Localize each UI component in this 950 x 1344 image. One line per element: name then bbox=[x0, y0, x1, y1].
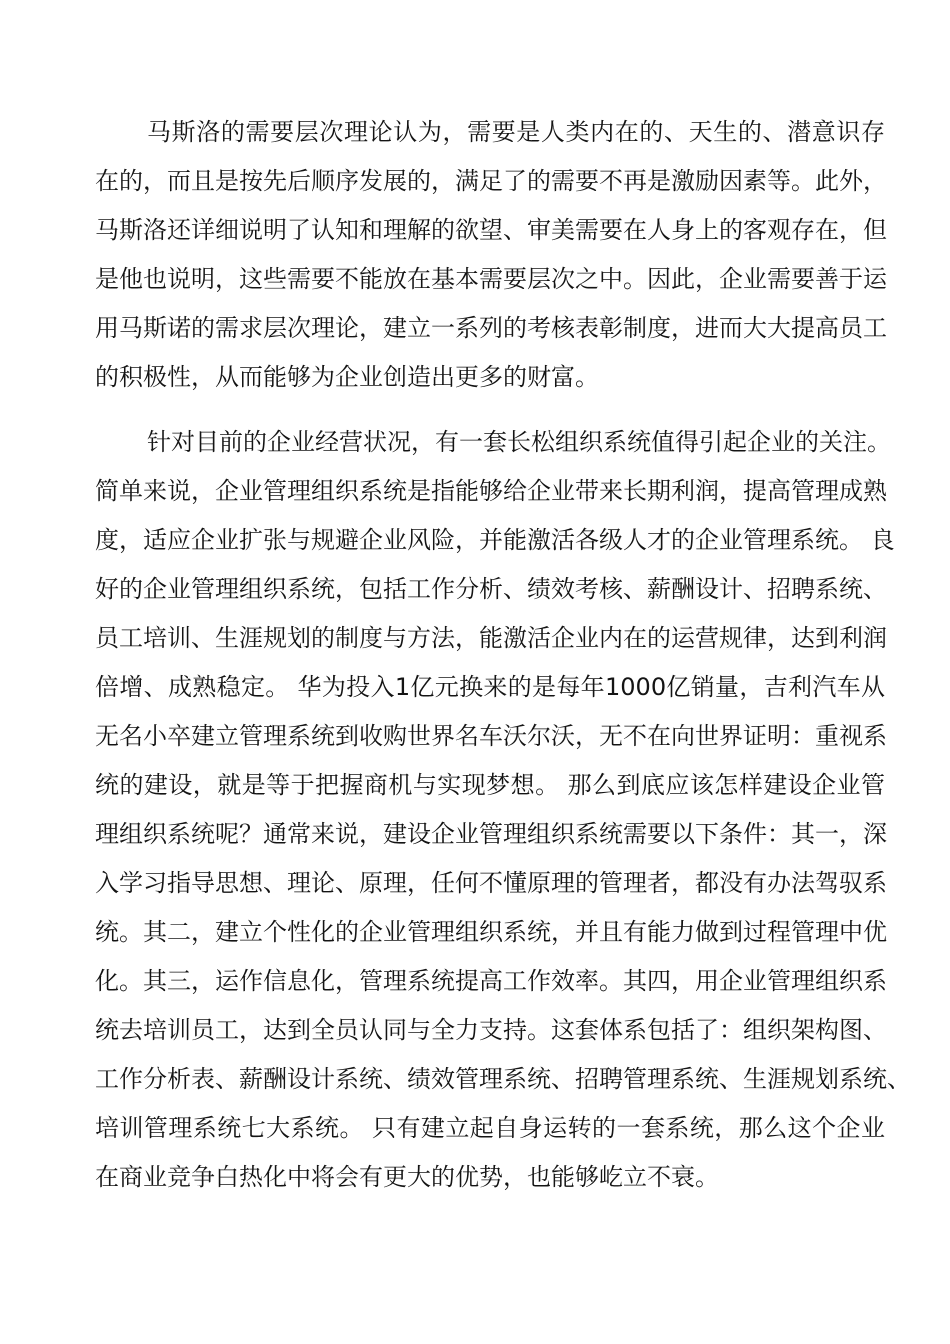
paragraph-line: 针对目前的企业经营状况，有一套长松组织系统值得引起企业的关注。 bbox=[147, 428, 891, 456]
paragraph-line: 用马斯诺的需求层次理论，建立一系列的考核表彰制度，进而大大提高员工 bbox=[95, 314, 887, 342]
paragraph-line: 好的企业管理组织系统，包括工作分析、绩效考核、薪酬设计、招聘系统、 bbox=[95, 575, 887, 603]
paragraph-line: 在的，而且是按先后顺序发展的，满足了的需要不再是激励因素等。此外， bbox=[95, 167, 887, 195]
paragraph-line: 在商业竞争白热化中将会有更大的优势，也能够屹立不衰。 bbox=[95, 1163, 719, 1191]
paragraph-line: 化。其三，运作信息化，管理系统提高工作效率。其四，用企业管理组织系 bbox=[95, 967, 887, 995]
paragraph-line: 度，适应企业扩张与规避企业风险，并能激活各级人才的企业管理系统。 良 bbox=[95, 526, 895, 554]
paragraph-line: 员工培训、生涯规划的制度与方法，能激活企业内在的运营规律，达到利润 bbox=[95, 624, 887, 652]
paragraph-line: 倍增、成熟稳定。 华为投入1亿元换来的是每年1000亿销量，吉利汽车从 bbox=[95, 673, 885, 701]
paragraph-line: 无名小卒建立管理系统到收购世界名车沃尔沃，无不在向世界证明：重视系 bbox=[95, 722, 887, 750]
paragraph-line: 入学习指导思想、理论、原理，任何不懂原理的管理者，都没有办法驾驭系 bbox=[95, 869, 887, 897]
paragraph-line: 理组织系统呢？通常来说，建设企业管理组织系统需要以下条件：其一，深 bbox=[95, 820, 887, 848]
paragraph-line: 马斯洛的需要层次理论认为，需要是人类内在的、天生的、潜意识存 bbox=[147, 118, 885, 146]
paragraph-line: 的积极性，从而能够为企业创造出更多的财富。 bbox=[95, 363, 599, 391]
paragraph-line: 马斯洛还详细说明了认知和理解的欲望、审美需要在人身上的客观存在，但 bbox=[95, 216, 887, 244]
paragraph-line: 是他也说明，这些需要不能放在基本需要层次之中。因此，企业需要善于运 bbox=[95, 265, 887, 293]
paragraph-line: 简单来说，企业管理组织系统是指能够给企业带来长期利润，提高管理成熟 bbox=[95, 477, 887, 505]
paragraph-line: 统的建设，就是等于把握商机与实现梦想。 那么到底应该怎样建设企业管 bbox=[95, 771, 885, 799]
paragraph-line: 统去培训员工，达到全员认同与全力支持。这套体系包括了：组织架构图、 bbox=[95, 1016, 887, 1044]
document-body bbox=[95, 108, 911, 1202]
body-paragraph bbox=[95, 108, 885, 402]
paragraph-line: 统。其二，建立个性化的企业管理组织系统，并且有能力做到过程管理中优 bbox=[95, 918, 887, 946]
paragraph-line: 培训管理系统七大系统。 只有建立起自身运转的一套系统，那么这个企业 bbox=[95, 1114, 885, 1142]
paragraph-line: 工作分析表、薪酬设计系统、绩效管理系统、招聘管理系统、生涯规划系统、 bbox=[95, 1065, 911, 1093]
body-paragraph bbox=[95, 418, 911, 1202]
